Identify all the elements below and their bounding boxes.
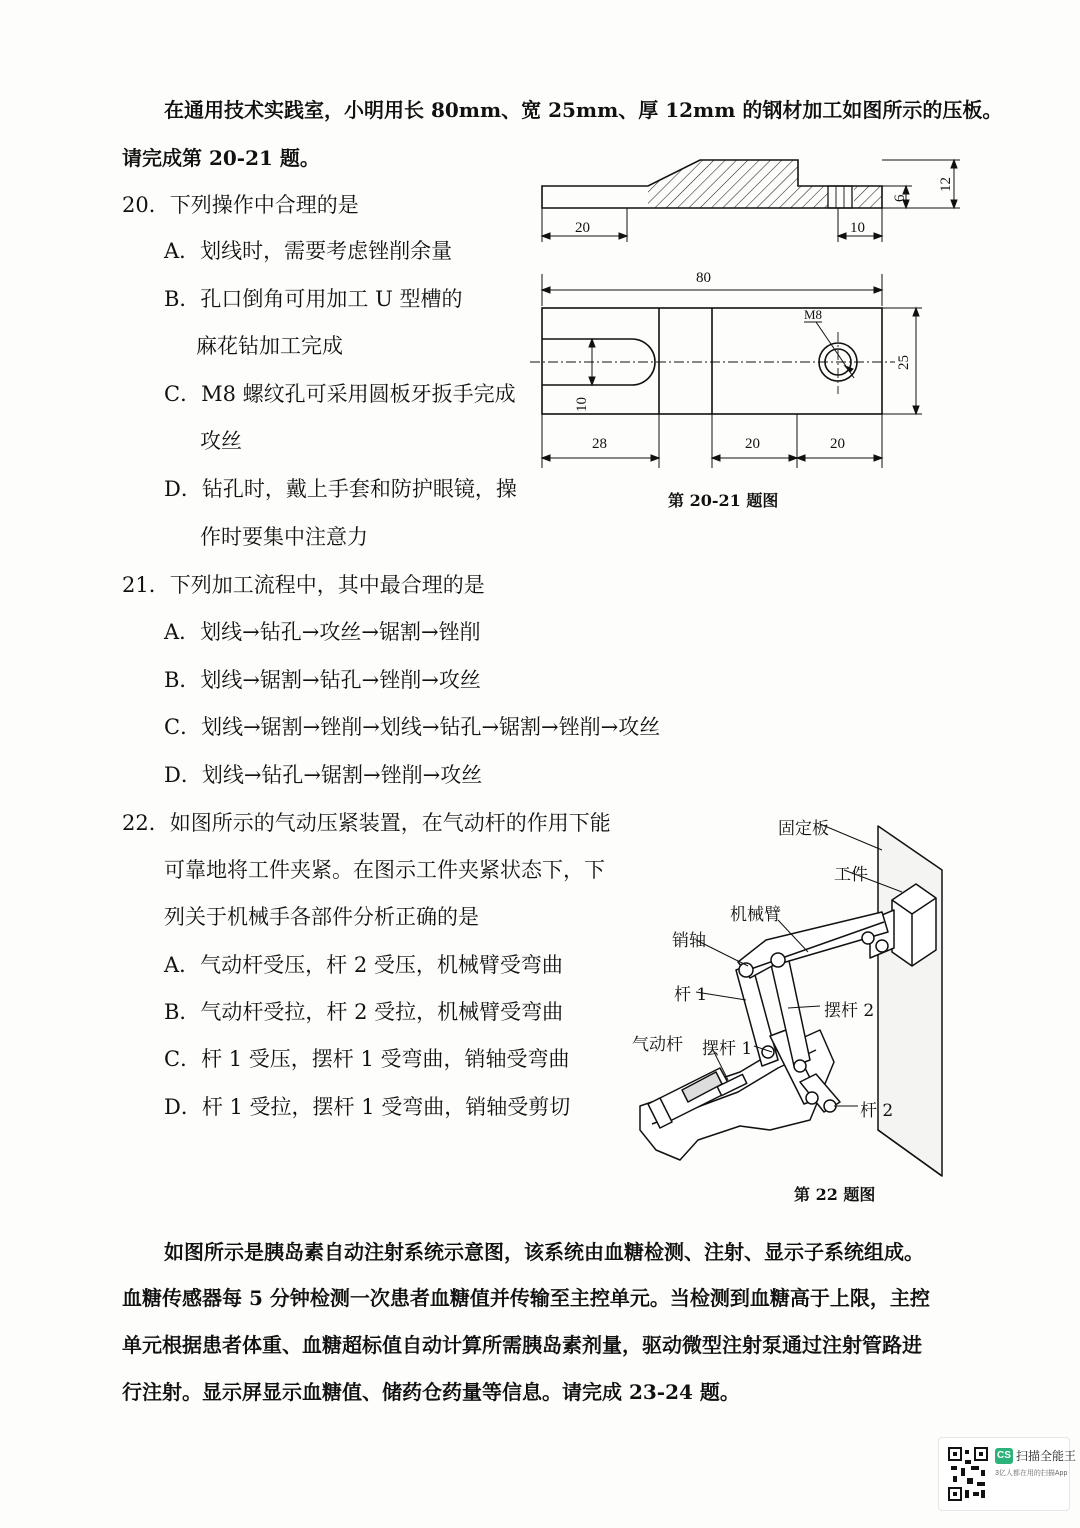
label-swing-lever-1: 摆杆 1 [702,1039,753,1059]
q21-option-b: B．划线→锯割→钻孔→锉削→攻丝 [164,668,481,692]
q20-option-b-line1: B．孔口倒角可用加工 U 型槽的 [164,287,463,311]
label-swing-lever-2: 摆杆 2 [824,1001,875,1021]
q20-option-c-line1: C．M8 螺纹孔可采用圆板牙扳手完成 [164,382,516,406]
q20-option-a: A．划线时，需要考虑锉削余量 [164,239,453,263]
dim-10-slot: 10 [574,397,590,412]
workpiece [892,884,936,966]
q20-stem: 20．下列操作中合理的是 [122,193,359,217]
intro2-line-2: 血糖传感器每 5 分钟检测一次患者血糖值并传输至主控单元。当检测到血糖高于上限，主控 [122,1286,930,1310]
figure-22-caption: 第 22 题图 [794,1185,876,1204]
q21-option-c: C．划线→锯割→锉削→划线→钻孔→锯割→锉削→攻丝 [164,715,661,739]
dim-20-right: 20 [830,436,845,452]
q22-stem-line1: 22．如图所示的气动压紧装置，在气动杆的作用下能 [122,811,611,835]
dim-20-mid: 20 [745,436,760,452]
dim-6: 6 [892,194,908,202]
dim-20-top: 20 [575,220,590,236]
intro2-line-4: 行注射。显示屏显示血糖值、储药仓药量等信息。请完成 23-24 题。 [122,1380,740,1404]
label-mechanical-arm: 机械臂 [730,905,781,925]
front-view [542,308,882,414]
q20-option-c-line2: 攻丝 [200,429,242,453]
q21-stem: 21．下列加工流程中，其中最合理的是 [122,573,485,597]
q22-option-b: B．气动杆受拉，杆 2 受拉，机械臂受弯曲 [164,1000,564,1024]
intro2-line-1: 如图所示是胰岛素自动注射系统示意图，该系统由血糖检测、注射、显示子系统组成。 [164,1240,924,1264]
camscanner-logo-icon: CS [995,1448,1013,1464]
intro2-line-3: 单元根据患者体重、血糖超标值自动计算所需胰岛素剂量，驱动微型注射泵通过注射管路进 [122,1333,922,1357]
dim-28: 28 [592,436,607,452]
q22-option-d: D．杆 1 受拉，摆杆 1 受弯曲，销轴受剪切 [164,1095,571,1119]
side-view [542,160,882,209]
label-workpiece: 工件 [834,865,868,885]
dim-25: 25 [896,355,912,370]
thread-m8: M8 [804,307,823,322]
figure-22-drawing [620,800,960,1180]
q22-option-a: A．气动杆受压，杆 2 受压，机械臂受弯曲 [164,953,563,977]
q22-option-c: C．杆 1 受压，摆杆 1 受弯曲，销轴受弯曲 [164,1047,570,1071]
q20-option-b-line2: 麻花钻加工完成 [196,334,343,358]
q21-option-a: A．划线→钻孔→攻丝→锯割→锉削 [164,620,481,644]
label-fixed-plate: 固定板 [778,819,829,839]
figure-20-21-caption: 第 20-21 题图 [668,491,779,510]
q21-option-d: D．划线→钻孔→锯割→锉削→攻丝 [164,763,483,787]
q22-stem-line2: 可靠地将工件夹紧。在图示工件夹紧状态下，下 [164,858,605,882]
q20-option-d-line1: D．钻孔时，戴上手套和防护眼镜，操 [164,477,517,501]
intro-line-2: 请完成第 20-21 题。 [122,146,320,170]
dim-12: 12 [938,177,954,192]
label-pin: 销轴 [672,931,706,951]
watermark-slogan: 3亿人都在用的扫描App [995,1470,1068,1477]
figure-20-21-drawing [520,150,980,480]
qr-code-icon [947,1446,989,1502]
scanner-watermark [938,1437,1077,1511]
label-rod-1: 杆 1 [674,985,708,1005]
watermark-brand: 扫描全能王 [1016,1449,1077,1463]
dim-80: 80 [696,270,711,286]
q22-stem-line3: 列关于机械手各部件分析正确的是 [164,905,479,929]
intro-line-1: 在通用技术实践室，小明用长 80mm、宽 25mm、厚 12mm 的钢材加工如图所示的压板。 [164,98,1003,122]
label-pneumatic-cylinder: 气动杆 [632,1035,683,1055]
q20-option-d-line2: 作时要集中注意力 [200,525,368,549]
dim-10-top: 10 [850,220,865,236]
label-rod-2: 杆 2 [860,1101,894,1121]
fixed-plate [878,826,942,1176]
